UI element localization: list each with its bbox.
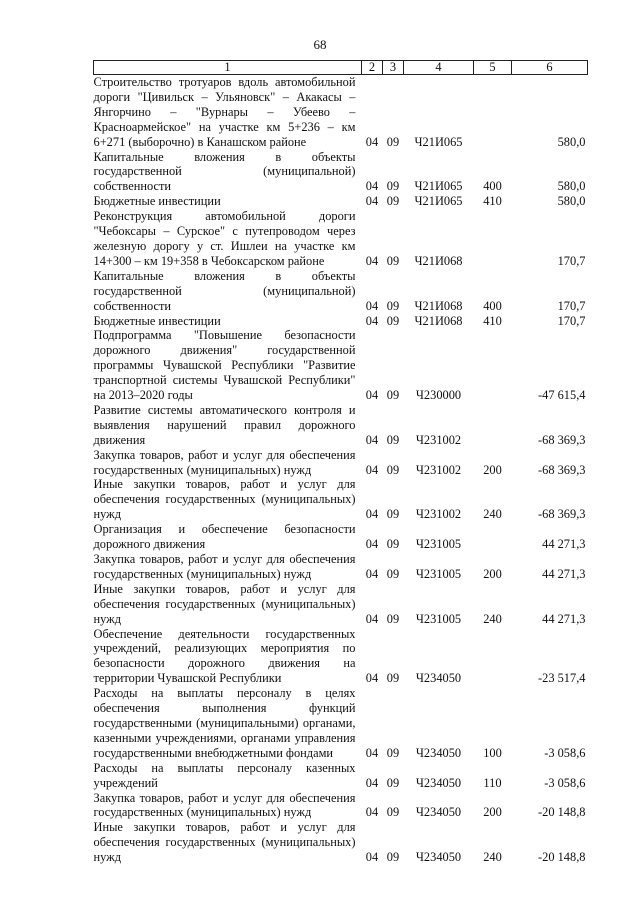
table-row xyxy=(94,686,588,761)
table-row xyxy=(94,209,588,269)
row-target-article: Ч21И065 xyxy=(414,194,463,209)
row-amount: 170,7 xyxy=(557,253,586,268)
table-row xyxy=(94,627,588,687)
row-name: Иные закупки товаров, работ и услуг для обеспечения государственных (муниципальных) нужд xyxy=(93,477,356,522)
row-target-article: Ч231002 xyxy=(415,462,462,477)
row-amount: -68 369,3 xyxy=(538,462,586,477)
row-subsection: 09 xyxy=(386,179,400,194)
row-target-article: Ч21И065 xyxy=(414,179,463,194)
row-name: Закупка товаров, работ и услуг для обеспечения государственных (муниципальных) нужд xyxy=(93,447,356,477)
table-row xyxy=(94,582,588,627)
row-target-article: Ч234050 xyxy=(415,805,462,820)
row-name: Капитальные вложения в объекты государственной (муниципальной) собственности xyxy=(93,149,356,194)
row-expense-type: 240 xyxy=(483,850,502,865)
row-amount: -68 369,3 xyxy=(538,432,586,447)
row-expense-type xyxy=(474,522,512,552)
budget-table xyxy=(93,60,588,865)
row-target-article: Ч231005 xyxy=(415,611,462,626)
row-expense-type: 200 xyxy=(483,805,502,820)
row-subsection: 09 xyxy=(386,537,400,552)
row-section: 04 xyxy=(365,179,379,194)
row-name: Закупка товаров, работ и услуг для обеспечения государственных (муниципальных) нужд xyxy=(93,552,356,581)
column-header: 3 xyxy=(383,61,404,75)
row-expense-type: 410 xyxy=(483,313,502,328)
row-target-article: Ч230000 xyxy=(415,388,462,403)
row-section: 04 xyxy=(365,313,379,328)
table-row xyxy=(94,194,588,209)
row-subsection: 09 xyxy=(386,253,400,268)
row-amount: 170,7 xyxy=(557,313,586,328)
row-subsection: 09 xyxy=(386,745,400,760)
row-expense-type: 400 xyxy=(483,298,502,313)
row-section: 04 xyxy=(365,745,379,760)
row-section: 04 xyxy=(365,507,379,522)
row-expense-type: 100 xyxy=(483,745,502,760)
row-amount: -47 615,4 xyxy=(538,388,586,403)
column-header: 6 xyxy=(512,61,588,75)
row-section: 04 xyxy=(365,432,379,447)
row-section: 04 xyxy=(365,671,379,686)
table-row xyxy=(94,448,588,478)
row-name: Иные закупки товаров, работ и услуг для обеспечения государственных (муниципальных) нужд xyxy=(93,820,356,865)
page-number: 68 xyxy=(313,37,327,52)
row-amount: 580,0 xyxy=(557,194,586,209)
row-amount: -20 148,8 xyxy=(538,805,586,820)
row-target-article: Ч21И068 xyxy=(414,253,463,268)
row-subsection: 09 xyxy=(386,388,400,403)
row-amount: 44 271,3 xyxy=(542,537,586,552)
row-expense-type xyxy=(474,75,512,150)
row-name: Закупка товаров, работ и услуг для обеспечения государственных (муниципальных) нужд xyxy=(93,790,356,820)
row-subsection: 09 xyxy=(386,432,400,447)
row-subsection: 09 xyxy=(386,134,400,149)
row-name: Расходы на выплаты персоналу казенных учреждений xyxy=(93,760,356,790)
row-section: 04 xyxy=(365,388,379,403)
row-section: 04 xyxy=(365,775,379,790)
table-row xyxy=(94,761,588,791)
row-expense-type: 400 xyxy=(483,179,502,194)
row-subsection: 09 xyxy=(386,611,400,626)
row-amount: -3 058,6 xyxy=(544,775,586,790)
row-section: 04 xyxy=(365,134,379,149)
table-row xyxy=(94,791,588,821)
row-section: 04 xyxy=(365,253,379,268)
row-subsection: 09 xyxy=(386,850,400,865)
row-subsection: 09 xyxy=(386,805,400,820)
row-expense-type: 110 xyxy=(483,775,502,790)
table-row xyxy=(94,269,588,314)
table-row xyxy=(94,552,588,582)
row-name: Капитальные вложения в объекты государственной (муниципальной) собственности xyxy=(93,268,356,313)
row-section: 04 xyxy=(365,611,379,626)
row-amount: -68 369,3 xyxy=(538,507,586,522)
row-section: 04 xyxy=(365,566,379,581)
row-subsection: 09 xyxy=(386,507,400,522)
row-name: Расходы на выплаты персоналу в целях обеспечения выполнения функций государственными (муниципальными) органами, казенными учреждениями, органами управления государственными внебюджетными фондами xyxy=(93,686,356,760)
row-amount: -20 148,8 xyxy=(538,850,586,865)
row-target-article: Ч234050 xyxy=(415,745,462,760)
row-expense-type xyxy=(474,209,512,269)
row-expense-type: 200 xyxy=(483,566,502,581)
row-target-article: Ч231002 xyxy=(415,432,462,447)
row-amount: 580,0 xyxy=(557,134,586,149)
row-amount: -23 517,4 xyxy=(538,671,586,686)
row-amount: 44 271,3 xyxy=(542,566,586,581)
row-name: Бюджетные инвестиции xyxy=(93,194,221,209)
column-header: 1 xyxy=(94,61,362,75)
row-name: Бюджетные инвестиции xyxy=(93,313,221,328)
column-header: 4 xyxy=(404,61,474,75)
column-header: 2 xyxy=(362,61,383,75)
row-section: 04 xyxy=(365,462,379,477)
row-section: 04 xyxy=(365,298,379,313)
row-section: 04 xyxy=(365,850,379,865)
table-row xyxy=(94,75,588,150)
table-row xyxy=(94,522,588,552)
row-name: Развитие системы автоматического контроля и выявления нарушений правил дорожного движения xyxy=(93,402,356,447)
row-name: Обеспечение деятельности государственных учреждений, реализующих мероприятия по безопасности дорожного движения на территории Чувашской Республики xyxy=(93,626,356,686)
row-name: Организация и обеспечение безопасности дорожного движения xyxy=(93,522,356,552)
row-subsection: 09 xyxy=(386,298,400,313)
row-target-article: Ч231005 xyxy=(415,566,462,581)
row-subsection: 09 xyxy=(386,313,400,328)
row-target-article: Ч234050 xyxy=(415,671,462,686)
row-name: Реконструкция автомобильной дороги "Чебоксары – Сурское" с путепроводом через железную дорогу у ст. Ишлеи на участке км 14+300 – км 19+358 в Чебоксарском районе xyxy=(93,209,356,268)
row-name: Подпрограмма "Повышение безопасности дорожного движения" государственной программы Чувашской Республики "Развитие транспортной системы Чувашской Республики" на 2013–2020 годы xyxy=(93,328,356,403)
row-target-article: Ч21И068 xyxy=(414,298,463,313)
table-row xyxy=(94,314,588,329)
row-expense-type: 410 xyxy=(483,194,502,209)
table-row xyxy=(94,150,588,195)
row-target-article: Ч21И065 xyxy=(414,134,463,149)
row-expense-type xyxy=(474,627,512,687)
row-target-article: Ч21И068 xyxy=(414,313,463,328)
row-expense-type: 200 xyxy=(483,462,502,477)
table-row xyxy=(94,477,588,522)
row-target-article: Ч234050 xyxy=(415,850,462,865)
row-subsection: 09 xyxy=(386,194,400,209)
row-section: 04 xyxy=(365,194,379,209)
row-name: Строительство тротуаров вдоль автомобильной дороги "Цивильск – Ульяновск" – Акакасы – Янгорчино – "Вурнары – Убеево – Красноармейское" на участке км 5+236 – км 6+271 (выборочно) в Канашском районе xyxy=(93,75,356,149)
row-section: 04 xyxy=(365,537,379,552)
table-row xyxy=(94,820,588,865)
column-header: 5 xyxy=(474,61,512,75)
row-expense-type xyxy=(474,328,512,403)
row-target-article: Ч234050 xyxy=(415,775,462,790)
row-amount: 170,7 xyxy=(557,298,586,313)
row-amount: 44 271,3 xyxy=(542,611,586,626)
table-row xyxy=(94,403,588,448)
row-name: Иные закупки товаров, работ и услуг для обеспечения государственных (муниципальных) нужд xyxy=(93,581,356,626)
row-amount: 580,0 xyxy=(557,179,586,194)
row-section: 04 xyxy=(365,805,379,820)
row-expense-type xyxy=(474,403,512,448)
row-expense-type: 240 xyxy=(483,507,502,522)
row-expense-type: 240 xyxy=(483,611,502,626)
table-row xyxy=(94,328,588,403)
row-target-article: Ч231005 xyxy=(415,537,462,552)
row-target-article: Ч231002 xyxy=(415,507,462,522)
table-header-row xyxy=(94,61,588,75)
row-amount: -3 058,6 xyxy=(544,745,586,760)
row-subsection: 09 xyxy=(386,462,400,477)
row-subsection: 09 xyxy=(386,566,400,581)
row-subsection: 09 xyxy=(386,775,400,790)
row-subsection: 09 xyxy=(386,671,400,686)
